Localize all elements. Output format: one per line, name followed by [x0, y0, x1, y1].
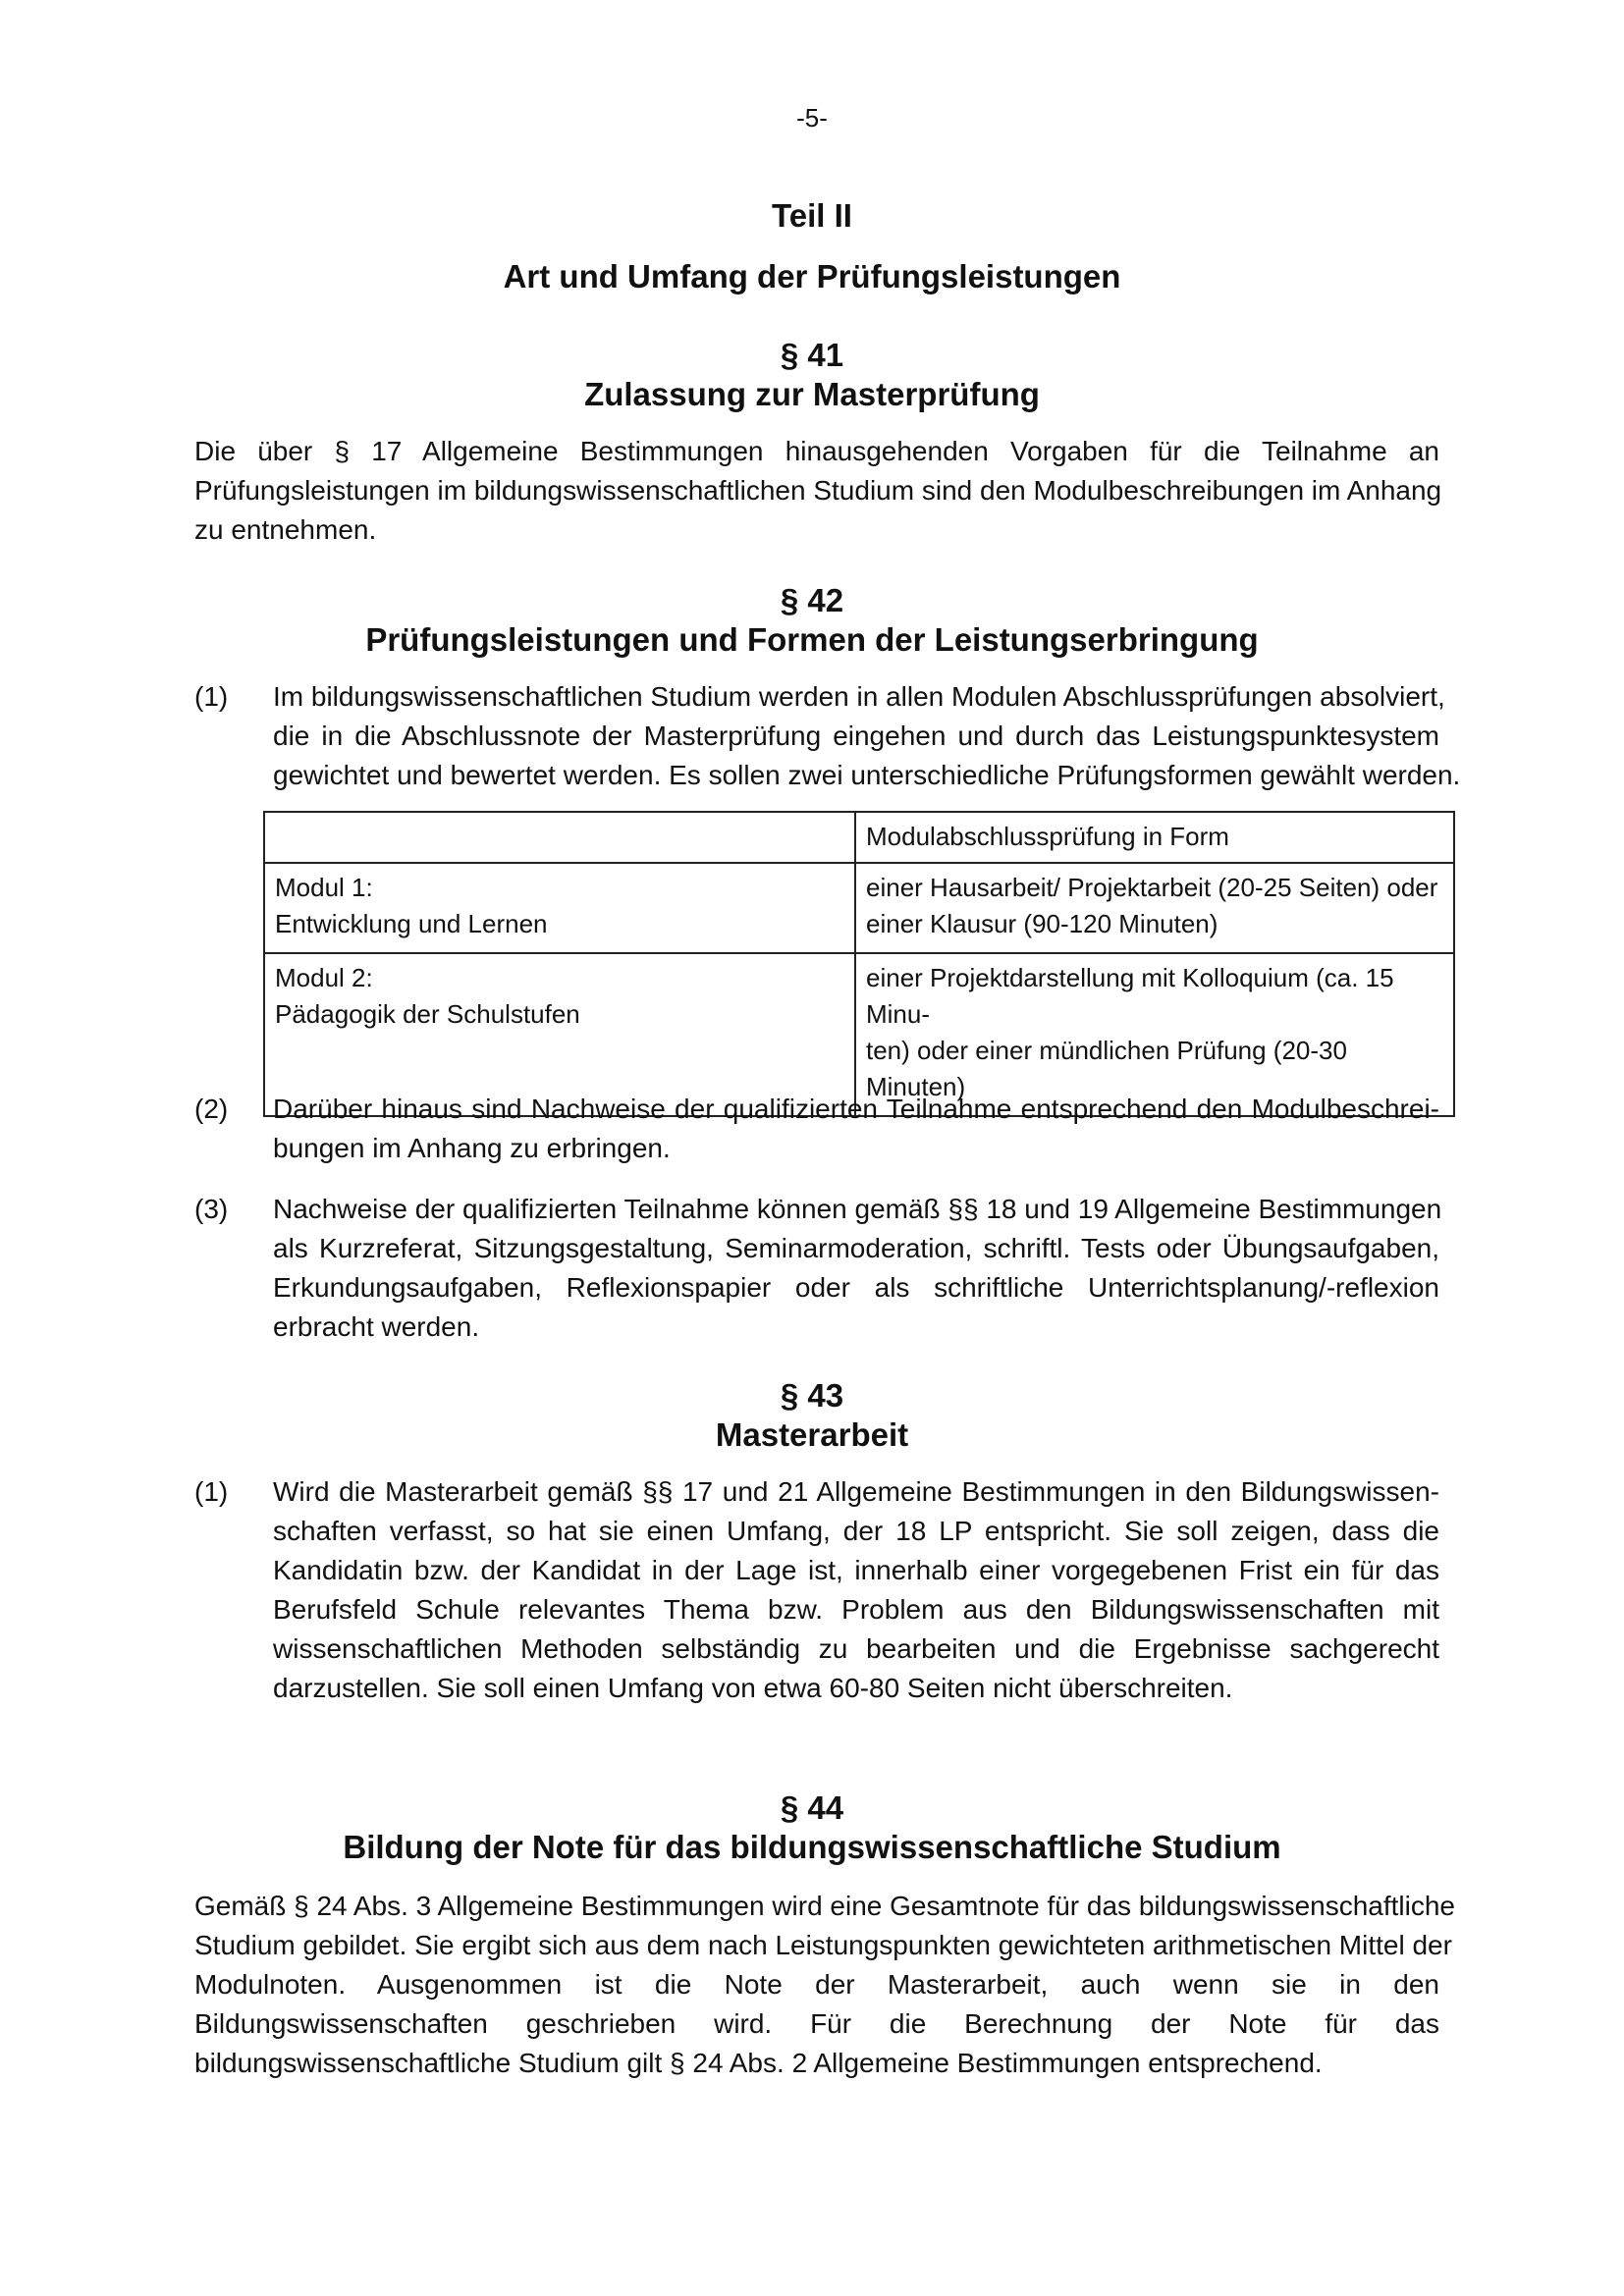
text-line: darzustellen. Sie soll einen Umfang von etwa 60-80 Seiten nicht überschreiten.: [273, 1673, 1233, 1703]
text-line: Bildungswissenschaften geschrieben wird. Für die Berechnung der Note für das: [194, 2008, 1439, 2039]
section-43-title: Masterarbeit: [715, 1416, 909, 1453]
cell-line: einer Klausur (90-120 Minuten): [866, 909, 1218, 938]
text-line: die in die Abschlussnote der Masterprüfung eingehen und durch das Leistungspunktesystem: [273, 721, 1439, 751]
section-44-number: § 44: [780, 1789, 844, 1826]
text-line: Darüber hinaus sind Nachweise der qualifizierten Teilnahme entsprechend den Modulbeschrei-: [273, 1094, 1439, 1124]
text-line: zu entnehmen.: [194, 514, 377, 545]
cell-line: Modul 2:: [275, 963, 373, 992]
section-41-number: § 41: [780, 337, 844, 373]
text-line: Kandidatin bzw. der Kandidat in der Lage ist, innerhalb einer vorgegebenen Frist ein für das: [273, 1555, 1439, 1585]
text-line: Im bildungswissenschaftlichen Studium werden in allen Modulen Abschlussprüfungen absolviert,: [273, 681, 1445, 712]
text-line: Nachweise der qualifizierten Teilnahme können gemäß §§ 18 und 19 Allgemeine Bestimmungen: [273, 1194, 1442, 1224]
cell-line: einer Hausarbeit/ Projektarbeit (20-25 Seiten) oder: [866, 873, 1438, 902]
section-44-title: Bildung der Note für das bildungswissenschaftliche Studium: [343, 1829, 1281, 1865]
section-43-number: § 43: [780, 1377, 844, 1414]
text-line: schaften verfasst, so hat sie einen Umfang, der 18 LP entspricht. Sie soll zeigen, dass die: [273, 1516, 1439, 1546]
text-line: Modulnoten. Ausgenommen ist die Note der Masterarbeit, auch wenn sie in den: [194, 1969, 1439, 2000]
text-line: bildungswissenschaftliche Studium gilt § 24 Abs. 2 Allgemeine Bestimmungen entsprechend.: [194, 2048, 1323, 2078]
cell-line: Pädagogik der Schulstufen: [275, 999, 580, 1029]
part-subtitle: Art und Umfang der Prüfungsleistungen: [503, 258, 1121, 294]
paragraph-number: (3): [194, 1194, 229, 1224]
exam-form-table: [263, 811, 1455, 1117]
paragraph-number: (1): [194, 681, 229, 712]
section-44-text: [194, 1887, 1456, 2083]
text-line: Erkundungsaufgaben, Reflexionspapier oder als schriftliche Unterrichtsplanung/-reflexion: [273, 1272, 1439, 1303]
text-line: Wird die Masterarbeit gemäß §§ 17 und 21 Allgemeine Bestimmungen in den Bildungswissen-: [273, 1476, 1439, 1507]
text-line: bungen im Anhang zu erbringen.: [273, 1133, 671, 1163]
text-line: wissenschaftlichen Methoden selbständig zu bearbeiten und die Ergebnisse sachgerecht: [273, 1633, 1439, 1664]
part-title: Teil II: [772, 197, 852, 234]
text-line: Die über § 17 Allgemeine Bestimmungen hinausgehenden Vorgaben für die Teilnahme an: [194, 436, 1439, 466]
section-41-title: Zulassung zur Masterprüfung: [584, 376, 1040, 412]
page-number: -5-: [796, 103, 828, 133]
text-line: Berufsfeld Schule relevantes Thema bzw. Problem aus den Bildungswissenschaften mit: [273, 1594, 1439, 1625]
table-header-cell: [264, 812, 855, 863]
section-41-text: [194, 432, 1442, 550]
table-header-cell: Modulabschlussprüfung in Form: [855, 812, 1454, 863]
paragraph-number: (1): [194, 1476, 229, 1507]
cell-line: ten) oder einer mündlichen Prüfung (20-30 Minuten): [866, 1036, 1347, 1101]
paragraph-number: (2): [194, 1094, 229, 1124]
section-42-title: Prüfungsleistungen und Formen der Leistungserbringung: [365, 621, 1259, 658]
table-header-row: [264, 812, 1454, 863]
text-line: gewichtet und bewertet werden. Es sollen zwei unterschiedliche Prüfungsformen gewählt werden.: [273, 760, 1461, 790]
text-line: Studium gebildet. Sie ergibt sich aus dem nach Leistungspunkten gewichteten arithmetischen Mittel der: [194, 1930, 1452, 1960]
section-42-number: § 42: [780, 582, 844, 618]
table-cell-module: [264, 863, 855, 953]
text-line: Prüfungsleistungen im bildungswissenschaftlichen Studium sind den Modulbeschreibungen im Anhang: [194, 475, 1442, 506]
cell-line: Modul 1:: [275, 873, 373, 902]
text-line: als Kurzreferat, Sitzungsgestaltung, Seminarmoderation, schriftl. Tests oder Übungsaufgaben,: [273, 1233, 1439, 1263]
text-line: erbracht werden.: [273, 1311, 480, 1342]
table-row: [264, 863, 1454, 953]
text-line: Gemäß § 24 Abs. 3 Allgemeine Bestimmungen wird eine Gesamtnote für das bildungswissenschaftliche: [194, 1891, 1456, 1921]
cell-line: Entwicklung und Lernen: [275, 909, 548, 938]
cell-line: einer Projektdarstellung mit Kolloquium (ca. 15 Minu-: [866, 963, 1394, 1029]
table-cell-form: [855, 863, 1454, 953]
